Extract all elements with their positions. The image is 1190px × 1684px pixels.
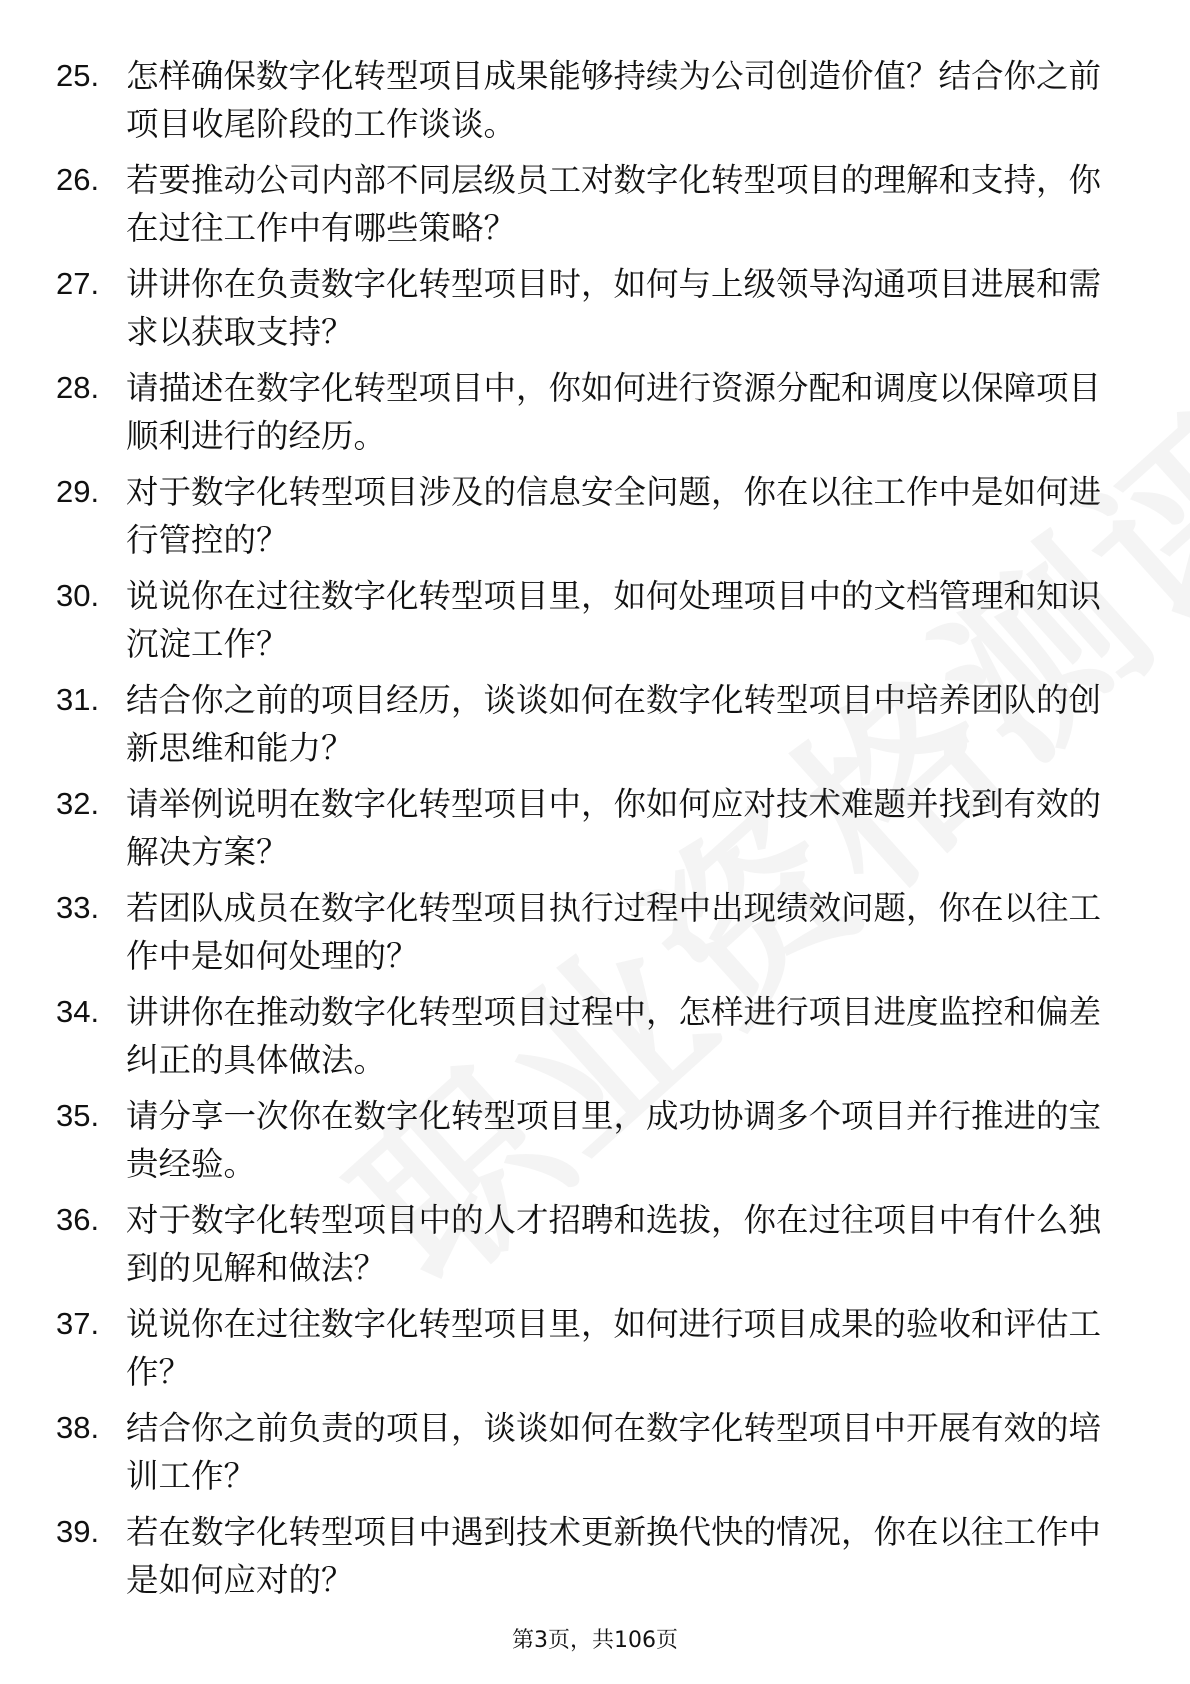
question-item	[56, 1404, 1116, 1508]
question-number: 25.	[56, 58, 100, 93]
question-number: 27.	[56, 266, 100, 301]
question-item	[56, 572, 1116, 676]
question-text: 说说你在过往数字化转型项目里，如何处理项目中的文档管理和知识沉淀工作？	[126, 577, 1102, 663]
question-text: 讲讲你在推动数字化转型项目过程中，怎样进行项目进度监控和偏差纠正的具体做法。	[126, 993, 1102, 1079]
question-text: 若团队成员在数字化转型项目执行过程中出现绩效问题，你在以往工作中是如何处理的？	[126, 889, 1102, 975]
question-item	[56, 1300, 1116, 1404]
question-number: 39.	[56, 1514, 100, 1549]
question-item	[56, 260, 1116, 364]
page-number: 第3页，共106页	[512, 1628, 678, 1653]
question-item	[56, 676, 1116, 780]
question-number: 30.	[56, 578, 100, 613]
question-item	[56, 468, 1116, 572]
question-item	[56, 1196, 1116, 1300]
question-text: 讲讲你在负责数字化转型项目时，如何与上级领导沟通项目进展和需求以获取支持？	[126, 265, 1102, 351]
question-item	[56, 1508, 1116, 1603]
question-number: 26.	[56, 162, 100, 197]
question-number: 34.	[56, 994, 100, 1029]
question-number: 38.	[56, 1410, 100, 1445]
question-list	[56, 52, 1116, 1603]
question-item	[56, 988, 1116, 1092]
question-number: 31.	[56, 682, 100, 717]
question-text: 请描述在数字化转型项目中，你如何进行资源分配和调度以保障项目顺利进行的经历。	[126, 369, 1102, 455]
question-text: 对于数字化转型项目中的人才招聘和选拔，你在过往项目中有什么独到的见解和做法？	[126, 1201, 1102, 1287]
question-item	[56, 52, 1116, 156]
question-number: 32.	[56, 786, 100, 821]
question-text: 说说你在过往数字化转型项目里，如何进行项目成果的验收和评估工作？	[126, 1305, 1102, 1391]
question-number: 35.	[56, 1098, 100, 1133]
question-text: 请分享一次你在数字化转型项目里，成功协调多个项目并行推进的宝贵经验。	[126, 1097, 1102, 1183]
question-text: 若在数字化转型项目中遇到技术更新换代快的情况，你在以往工作中是如何应对的？	[126, 1513, 1102, 1599]
question-item	[56, 156, 1116, 260]
question-number: 33.	[56, 890, 100, 925]
question-text: 结合你之前的项目经历，谈谈如何在数字化转型项目中培养团队的创新思维和能力？	[126, 681, 1102, 767]
question-text: 结合你之前负责的项目，谈谈如何在数字化转型项目中开展有效的培训工作？	[126, 1409, 1102, 1495]
question-item	[56, 884, 1116, 988]
question-text: 对于数字化转型项目涉及的信息安全问题，你在以往工作中是如何进行管控的？	[126, 473, 1102, 559]
question-number: 29.	[56, 474, 100, 509]
question-item	[56, 1092, 1116, 1196]
question-text: 请举例说明在数字化转型项目中，你如何应对技术难题并找到有效的解决方案？	[126, 785, 1102, 871]
question-number: 36.	[56, 1202, 100, 1237]
question-text: 若要推动公司内部不同层级员工对数字化转型项目的理解和支持，你在过往工作中有哪些策略？	[126, 161, 1102, 247]
question-text: 怎样确保数字化转型项目成果能够持续为公司创造价值？结合你之前项目收尾阶段的工作谈谈。	[126, 57, 1102, 143]
question-item	[56, 364, 1116, 468]
question-item	[56, 780, 1116, 884]
question-number: 28.	[56, 370, 100, 405]
question-number: 37.	[56, 1306, 100, 1341]
